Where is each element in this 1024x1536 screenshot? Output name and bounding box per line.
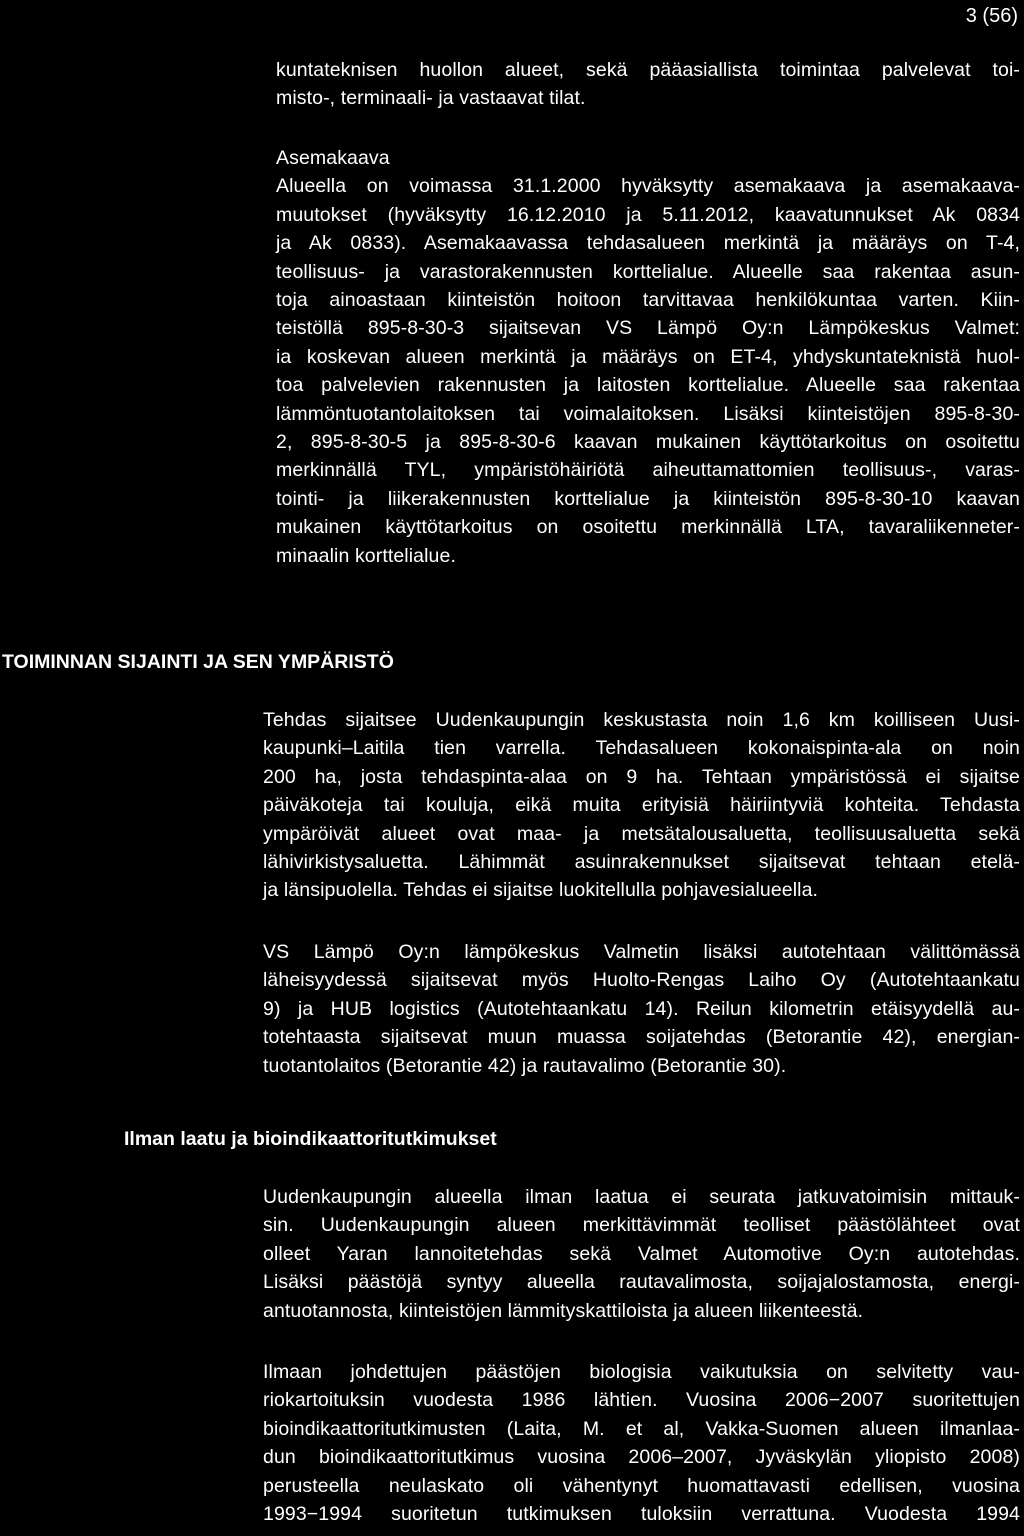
- naapurit-paragraph: [263, 938, 1020, 1080]
- text-line: sin. Uudenkaupungin alueen merkittävimmät teolliset päästölähteet ovat: [263, 1214, 1020, 1237]
- text-line: muutokset (hyväksytty 16.12.2010 ja 5.11.2012, kaavatunnukset Ak 0834: [276, 203, 1020, 226]
- text-line: päiväkoteja tai kouluja, eikä muita erityisiä häiriintyviä kohteita. Tehdasta: [263, 794, 1020, 817]
- text-line: Alueella on voimassa 31.1.2000 hyväksytty asemakaava ja asemakaava-: [276, 175, 1020, 198]
- text-line: totehtaasta sijaitsevat muun muassa soijatehdas (Betorantie 42), energian-: [263, 1026, 1020, 1049]
- asemakaava-paragraph: [276, 144, 1020, 570]
- bioindikaattori-paragraph: [263, 1358, 1020, 1528]
- text-line: ja länsipuolella. Tehdas ei sijaitse luokitellulla pohjavesialueella.: [263, 879, 819, 902]
- text-line: lämmöntuotantolaitoksen tai voimalaitoksen. Lisäksi kiinteistöjen 895-8-30-: [276, 402, 1020, 425]
- text-line: 9) ja HUB logistics (Autotehtaankatu 14). Reilun kilometrin etäisyydellä au-: [263, 997, 1020, 1020]
- text-line: 1993−1994 suoritetun tutkimuksen tuloksiin verrattuna. Vuodesta 1994: [263, 1503, 1020, 1526]
- text-line: antuotannosta, kiinteistöjen lämmityskattiloista ja alueen liikenteestä.: [263, 1299, 864, 1322]
- text-line: teistöllä 895-8-30-3 sijaitsevan VS Lämpö Oy:n Lämpökeskus Valmet:: [276, 317, 1020, 340]
- text-line: läheisyydessä sijaitsevat myös Huolto-Rengas Laiho Oy (Autotehtaankatu: [263, 969, 1020, 992]
- text-line: riokartoituksin vuodesta 1986 lähtien. Vuosina 2006−2007 suoritettujen: [263, 1389, 1020, 1412]
- subsection-heading: Ilman laatu ja bioindikaattoritutkimukset: [124, 1128, 497, 1150]
- sijainti-paragraph: [263, 706, 1020, 905]
- text-line: Uudenkaupungin alueella ilman laatua ei seurata jatkuvatoimisin mittauk-: [263, 1186, 1020, 1208]
- text-line: misto-, terminaali- ja vastaavat tilat.: [276, 87, 586, 110]
- text-line: olleet Yaran lannoitetehdas sekä Valmet Automotive Oy:n autotehdas.: [263, 1242, 1020, 1265]
- text-line: Lisäksi päästöjä syntyy alueella rautavalimosta, soijajalostamosta, energi-: [263, 1271, 1020, 1294]
- text-line: lähivirkistysaluetta. Lähimmät asuinrakennukset sijaitsevat tehtaan etelä-: [263, 851, 1020, 874]
- text-line: kuntateknisen huollon alueet, sekä pääasiallista toimintaa palvelevat toi-: [276, 59, 1020, 81]
- text-line: VS Lämpö Oy:n lämpökeskus Valmetin lisäksi autotehtaan välittömässä: [263, 941, 1020, 963]
- text-line: minaalin korttelialue.: [276, 544, 456, 567]
- asemakaava-heading: Asemakaava: [276, 147, 390, 169]
- text-line: bioindikaattoritutkimusten (Laita, M. et al, Vakka-Suomen alueen ilmanlaa-: [263, 1417, 1020, 1440]
- text-line: kaupunki–Laitila tien varrella. Tehdasalueen kokonaispinta-ala on noin: [263, 737, 1020, 760]
- text-line: 200 ha, josta tehdaspinta-alaa on 9 ha. Tehtaan ympäristössä ei sijaitse: [263, 765, 1020, 788]
- text-line: perusteella neulaskato oli vähentynyt huomattavasti edellisen, vuosina: [263, 1474, 1020, 1497]
- text-line: merkinnällä TYL, ympäristöhäiriötä aiheuttamattomien teollisuus-, varas-: [276, 459, 1020, 482]
- text-line: 2, 895-8-30-5 ja 895-8-30-6 kaavan mukainen käyttötarkoitus on osoitettu: [276, 431, 1020, 454]
- text-line: ia koskevan alueen merkintä ja määräys on ET-4, yhdyskuntateknistä huol-: [276, 345, 1020, 368]
- text-line: ja Ak 0833). Asemakaavassa tehdasalueen merkintä ja määräys on T-4,: [276, 232, 1020, 255]
- ilmanlaatu-paragraph: [263, 1183, 1020, 1325]
- intro-paragraph: [276, 56, 1020, 113]
- text-line: dun bioindikaattoritutkimus vuosina 2006–2007, Jyväskylän yliopisto 2008): [263, 1446, 1020, 1469]
- page-number: 3 (56): [965, 5, 1018, 27]
- text-line: ympäröivät alueet ovat maa- ja metsätalousaluetta, teollisuusaluetta sekä: [263, 822, 1020, 845]
- text-line: Ilmaan johdettujen päästöjen biologisia vaikutuksia on selvitetty vau-: [263, 1361, 1020, 1383]
- text-line: toa palvelevien rakennusten ja laitosten korttelialue. Alueelle saa rakentaa: [276, 374, 1020, 397]
- text-line: mukainen käyttötarkoitus on osoitettu merkinnällä LTA, tavaraliikenneter-: [276, 516, 1020, 539]
- text-line: tuotantolaitos (Betorantie 42) ja rautavalimo (Betorantie 30).: [263, 1054, 787, 1077]
- text-line: teollisuus- ja varastorakennusten korttelialue. Alueelle saa rakentaa asun-: [276, 260, 1020, 283]
- section-heading: TOIMINNAN SIJAINTI JA SEN YMPÄRISTÖ: [2, 651, 394, 673]
- text-line: tointi- ja liikerakennusten korttelialue ja kiinteistön 895-8-30-10 kaavan: [276, 487, 1020, 510]
- text-line: toja ainoastaan kiinteistön hoitoon tarvittavaa henkilökuntaa varten. Kiin-: [276, 289, 1020, 312]
- text-line: Tehdas sijaitsee Uudenkaupungin keskustasta noin 1,6 km koilliseen Uusi-: [263, 709, 1020, 731]
